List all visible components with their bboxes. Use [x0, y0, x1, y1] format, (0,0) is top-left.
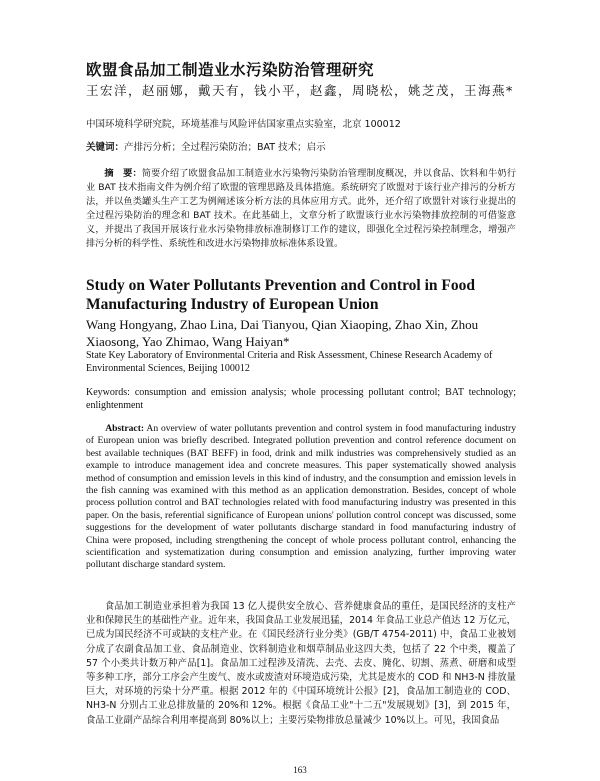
- english-abstract-label: Abstract:: [105, 423, 145, 434]
- chinese-keywords-label: 关键词：: [86, 142, 125, 153]
- chinese-abstract-label: 摘 要：: [104, 168, 142, 179]
- english-keywords-text: consumption and emission analysis; whole processing pollutant control; BAT technology; enlightenment: [86, 387, 516, 411]
- english-keywords: [86, 386, 516, 412]
- english-abstract: [86, 423, 516, 572]
- english-affiliation: State Key Laboratory of Environmental Criteria and Risk Assessment, Chinese Research Academy of Environmental Sciences, Beijing 100012: [86, 350, 493, 374]
- chinese-abstract-text: 简要介绍了欧盟食品加工制造业水污染物污染防治管理制度概况，并以食品、饮料和牛奶行业 BAT 技术指南文件为例介绍了欧盟的管理思路及具体措施。系统研究了欧盟对于该行业产排污的分析方法，并以鱼类罐头生产工艺为例阐述该分析方法的具体应用方式。此外，还介绍了欧盟针对该行业提出的全过程污染防治的理念和 BAT 技术。在此基础上，文章分析了欧盟该行业水污染物排放控制的可借鉴意义，并提出了我国开展该行业水污染物排放标准制修订工作的建议，即强化全过程污染控制理念，增强产排污分析的科学性、系统性和改进水污染物排放标准体系设置。: [86, 168, 517, 249]
- english-keywords-label: Keywords:: [86, 387, 130, 398]
- body-paragraph: 食品加工制造业承担着为我国 13 亿人提供安全放心、营养健康食品的重任，是国民经济的支柱产业和保障民生的基础性产业。近年来，我国食品工业发展迅猛，2014 年食品工业总产值达 12 万亿元，已成为国民经济不可或缺的支柱产业。在《国民经济行业分类》(GB/T 4754-2011) 中，食品工业被划分成了农副食品加工业、食品制造业、饮料制造业和烟草制品业这四大类，包括了 22 个中类，覆盖了 57 个小类共计数万种产品[1]。食品加工过程涉及清洗、去壳、去皮、腌化、切割、蒸煮、研磨和成型等多种工序，部分工序会产生废气、废水或废渣对环境造成污染，尤其是废水的 COD 和 NH3-N 排放量巨大，对环境的污染十分严重。根据 2012 年的《中国环境统计公报》[2]，食品加工制造业的 COD、NH3-N 分别占工业总排放量的 20%和 12%。根据《食品工业"十二五"发展规划》[3]，到 2015 年，食品工业副产品综合利用率提高到 80%以上；主要污染物排放总量减少 10%以上。可见，我国食品: [86, 601, 516, 726]
- chinese-title: 欧盟食品加工制造业水污染防治管理研究: [86, 61, 375, 79]
- chinese-abstract: [86, 167, 516, 251]
- chinese-authors: 王宏洋，赵丽娜，戴天有，钱小平，赵鑫，周晓松，姚芝茂，王海燕*: [86, 83, 514, 98]
- english-abstract-text: An overview of water pollutants prevention and control system in food manufacturing industry of European union was briefly described. Integrated pollution prevention and control reference document on best available techniques (BAT BEFF) in food, drink and milk industries was comprehensively studied as an example to introduce management idea and concrete measures. This paper systematically showed analysis method of consumption and emission levels in this kind of industry, and the consumption and emission levels in the fish canning was examined with this method as an application demonstration. Besides, concept of whole process pollution control and BAT technologies related with food manufacturing industry was presented in this paper. On the basis, referential significance of European unions' pollution control concept was discussed, some suggestions for the development of water pollutants discharge standard in food manufacturing industry of China were proposed, including strengthening the concept of whole process pollutant control, enhancing the scientification and systematization during consumption and emission analyzing, further improving water pollutant discharge standard system.: [86, 423, 516, 571]
- chinese-keywords-text: 产排污分析；全过程污染防治；BAT 技术；启示: [124, 142, 326, 153]
- chinese-affiliation: 中国环境科学研究院，环境基准与风险评估国家重点实验室，北京 100012: [86, 119, 401, 130]
- page-number: 163: [293, 765, 307, 775]
- english-title: Study on Water Pollutants Prevention and Control in Food Manufacturing Industry of European Union: [86, 277, 475, 313]
- chinese-keywords: [86, 141, 516, 154]
- english-authors: Wang Hongyang, Zhao Lina, Dai Tianyou, Qian Xiaoping, Zhao Xin, Zhou Xiaosong, Yao Zhimao, Wang Haiyan*: [86, 317, 479, 349]
